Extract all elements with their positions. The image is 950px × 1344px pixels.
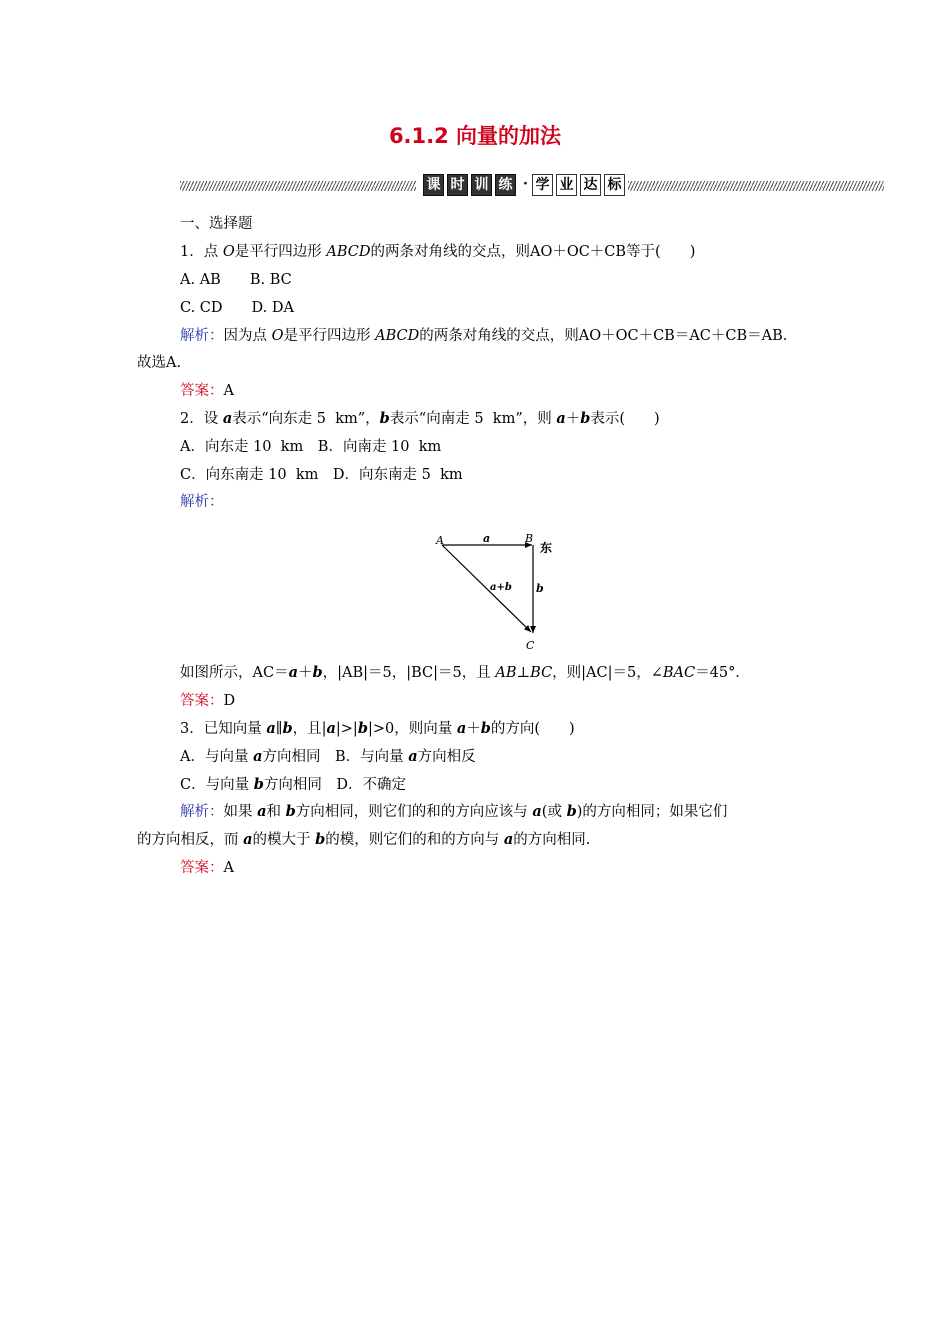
section-heading: 一、选择题 [180,216,253,232]
q1-answer: 答案：A [180,383,234,399]
banner-char: 训 [471,174,492,196]
section-banner [180,174,884,198]
banner-hatch-right [628,181,884,191]
q3-options-ab: A．与向量 a方向相同 B．与向量 a方向相反 [180,748,476,765]
q3-answer: 答案：A [180,860,234,876]
answer-label: 答案： [180,383,224,399]
q1-options-ab: A. AB B. BC [180,272,292,288]
page-title: 6.1.2 向量的加法 [388,124,562,148]
point-b-label: B [525,532,534,545]
q1-solution-cont: 故选A. [137,355,182,371]
q3-options-cd: C．与向量 b方向相同 D．不确定 [180,776,406,793]
banner-char: 时 [447,174,468,196]
vector-triangle-figure [430,528,570,653]
q1-stem: 1．点 O是平行四边形 ABCD的两条对角线的交点，则AO＋OC＋CB等于( ) [180,244,696,260]
vector-sum-line [442,545,531,632]
q3-stem: 3．已知向量 a∥b，且|a|>|b|>0，则向量 a＋b的方向( ) [180,720,575,737]
solution-label: 解析： [180,328,224,344]
vector-b-label: b [536,582,544,595]
solution-label: 解析： [180,494,224,510]
banner-hatch-left [180,181,416,191]
q2-solution-label [180,492,224,512]
q3-solution-cont: 的方向相反，而 a的模大于 b的模，则它们的和的方向与 a的方向相同. [137,831,591,848]
q2-options-cd: C．向东南走 10 km D．向东南走 5 km [180,467,463,483]
solution-label: 解析： [180,804,224,820]
q2-stem: 2．设 a表示“向东走 5 km”，b表示“向南走 5 km”，则 a＋b表示( ) [180,410,660,427]
banner-dot: · [523,176,528,192]
q1-solution: 解析：因为点 O是平行四边形 ABCD的两条对角线的交点，则AO＋OC＋CB＝AC＋CB＝AB. [180,328,788,344]
q2-answer: 答案：D [180,693,236,709]
vector-sum-label: a+b [490,582,512,593]
q2-options-ab: A．向东走 10 km B．向南走 10 km [180,439,442,455]
vector-a-label: a [483,532,491,545]
q3-solution: 解析：如果 a和 b方向相同，则它们的和的方向应该与 a(或 b)的方向相同；如果它们 [180,803,728,820]
banner-char: 标 [604,174,625,196]
point-c-label: C [526,639,535,652]
banner-char: 业 [556,174,577,196]
banner-char: 练 [495,174,516,196]
banner-char: 达 [580,174,601,196]
q2-conclusion: 如图所示，AC＝a＋b，|AB|＝5，|BC|＝5，且 AB⊥BC，则|AC|＝5，∠BAC＝45°． [180,664,750,681]
east-label: 东 [540,541,553,555]
banner-char: 课 [423,174,444,196]
point-a-label: A [436,534,444,547]
answer-label: 答案： [180,693,224,709]
q1-options-cd: C. CD D. DA [180,300,294,316]
answer-label: 答案： [180,860,224,876]
banner-char: 学 [532,174,553,196]
